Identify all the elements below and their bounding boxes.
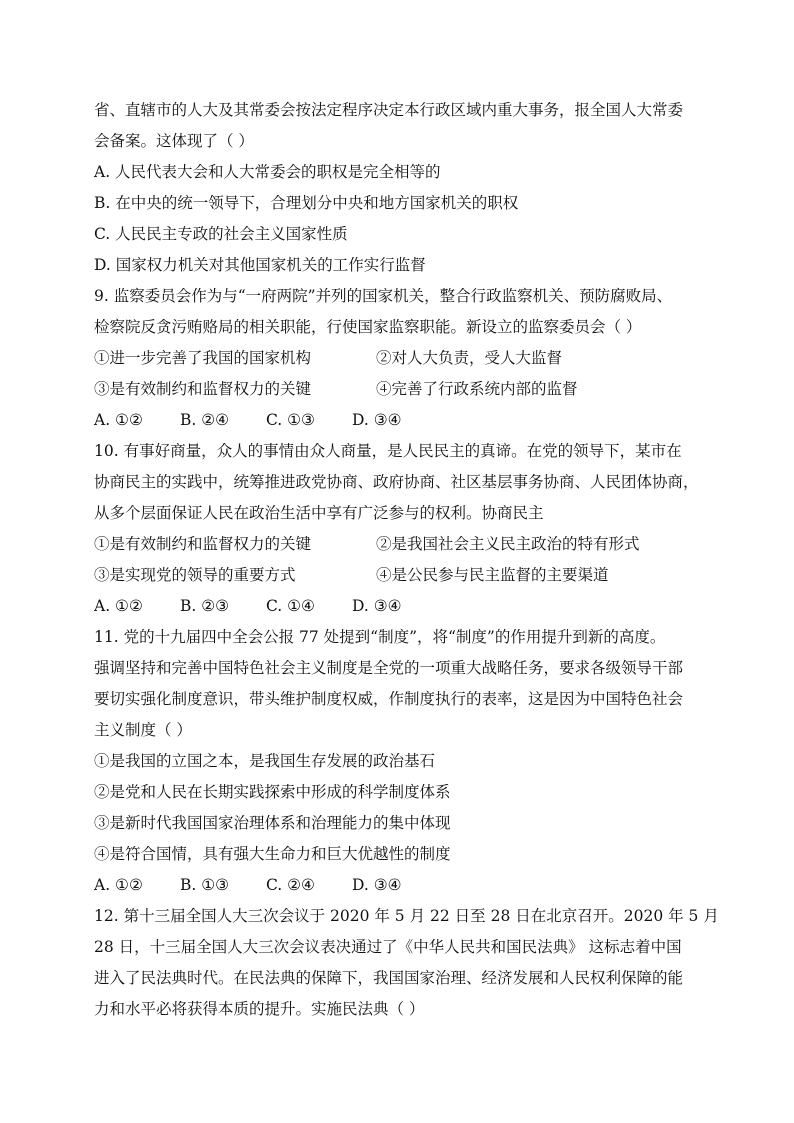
question-8-stem-line: 会备案。这体现了（ ） bbox=[94, 132, 254, 150]
question-12-stem-line: 28 日，十三届全国人大三次会议表决通过了《中华人民共和国民法典》 这标志着中国 bbox=[94, 938, 682, 956]
question-9-choice-a: A. ①② bbox=[94, 411, 143, 429]
question-11-item-1: ①是我国的立国之本，是我国生存发展的政治基石 bbox=[94, 752, 436, 770]
question-11 bbox=[94, 622, 704, 901]
question-8-option-d: D. 国家权力机关对其他国家机关的工作实行监督 bbox=[94, 256, 426, 274]
question-10-item-2: ②是我国社会主义民主政治的特有形式 bbox=[376, 535, 640, 553]
question-12-stem-line: 12. 第十三届全国人大三次会议于 2020 年 5 月 22 日至 28 日在北京召开。2020 年 5 月 bbox=[94, 907, 719, 925]
question-11-stem-line: 主义制度（ ） bbox=[94, 721, 192, 739]
question-9-choice-b: B. ②④ bbox=[180, 411, 230, 429]
question-9-choices bbox=[94, 405, 704, 436]
question-10 bbox=[94, 436, 704, 622]
question-10-item-4: ④是公民参与民主监督的主要渠道 bbox=[376, 566, 609, 584]
question-10-choice-c: C. ①④ bbox=[266, 597, 315, 615]
question-11-item-4: ④是符合国情，具有强大生命力和巨大优越性的制度 bbox=[94, 845, 451, 863]
question-11-stem-line: 要切实强化制度意识，带头维护制度权威，作制度执行的表率，这是因为中国特色社会 bbox=[94, 690, 684, 708]
question-10-stem-line: 10. 有事好商量，众人的事情由众人商量，是人民民主的真谛。在党的领导下，某市在 bbox=[94, 442, 682, 460]
question-9-stem-line: 检察院反贪污贿赂局的相关职能，行使国家监察职能。新设立的监察委员会（ ） bbox=[94, 318, 642, 336]
question-10-item-3: ③是实现党的领导的重要方式 bbox=[94, 566, 296, 584]
question-9-item-1: ①进一步完善了我国的国家机构 bbox=[94, 349, 312, 367]
question-11-choice-c: C. ②④ bbox=[266, 876, 315, 894]
question-9-choice-c: C. ①③ bbox=[266, 411, 315, 429]
question-9-item-4: ④完善了行政系统内部的监督 bbox=[376, 380, 578, 398]
question-11-choice-d: D. ③④ bbox=[352, 876, 402, 894]
question-11-item-3: ③是新时代我国国家治理体系和治理能力的集中体现 bbox=[94, 814, 451, 832]
question-10-items-row bbox=[94, 529, 704, 560]
question-8-option-a: A. 人民代表大会和人大常委会的职权是完全相等的 bbox=[94, 163, 441, 181]
question-11-choices bbox=[94, 870, 704, 901]
question-8-option-c: C. 人民民主专政的社会主义国家性质 bbox=[94, 225, 348, 243]
question-10-items-row bbox=[94, 560, 704, 591]
question-9 bbox=[94, 281, 704, 436]
question-9-items-row bbox=[94, 343, 704, 374]
question-12 bbox=[94, 901, 719, 1025]
question-10-choice-d: D. ③④ bbox=[352, 597, 402, 615]
question-12-stem-line: 进入了民法典时代。在民法典的保障下，我国国家治理、经济发展和人民权利保障的能 bbox=[94, 969, 684, 987]
question-10-item-1: ①是有效制约和监督权力的关键 bbox=[94, 535, 312, 553]
question-10-stem-line: 从多个层面保证人民在政治生活中享有广泛参与的权利。协商民主 bbox=[94, 504, 544, 522]
question-8-option-b: B. 在中央的统一领导下，合理划分中央和地方国家机关的职权 bbox=[94, 194, 519, 212]
question-11-stem-line: 11. 党的十九届四中全会公报 77 处提到“制度”，将“制度”的作用提升到新的高度。 bbox=[94, 628, 666, 646]
question-9-choice-d: D. ③④ bbox=[352, 411, 402, 429]
question-10-choice-a: A. ①② bbox=[94, 597, 143, 615]
question-11-choice-b: B. ①③ bbox=[180, 876, 230, 894]
question-9-item-2: ②对人大负责，受人大监督 bbox=[376, 349, 563, 367]
question-9-item-3: ③是有效制约和监督权力的关键 bbox=[94, 380, 312, 398]
question-11-stem-line: 强调坚持和完善中国特色社会主义制度是全党的一项重大战略任务，要求各级领导干部 bbox=[94, 659, 684, 677]
question-content bbox=[94, 95, 719, 1025]
question-8-stem-line: 省、直辖市的人大及其常委会按法定程序决定本行政区域内重大事务，报全国人大常委 bbox=[94, 101, 684, 119]
question-11-item-2: ②是党和人民在长期实践探索中形成的科学制度体系 bbox=[94, 783, 451, 801]
question-12-stem-line: 力和水平必将获得本质的提升。实施民法典（ ） bbox=[94, 1000, 425, 1018]
question-8 bbox=[94, 95, 704, 281]
question-11-choice-a: A. ①② bbox=[94, 876, 143, 894]
question-10-stem-line: 协商民主的实践中，统筹推进政党协商、政府协商、社区基层事务协商、人民团体协商， bbox=[94, 473, 699, 491]
question-10-choice-b: B. ②③ bbox=[180, 597, 230, 615]
question-9-stem-line: 9. 监察委员会作为与“一府两院”并列的国家机关，整合行政监察机关、预防腐败局、 bbox=[94, 287, 673, 305]
question-9-items-row bbox=[94, 374, 704, 405]
question-10-choices bbox=[94, 591, 704, 622]
